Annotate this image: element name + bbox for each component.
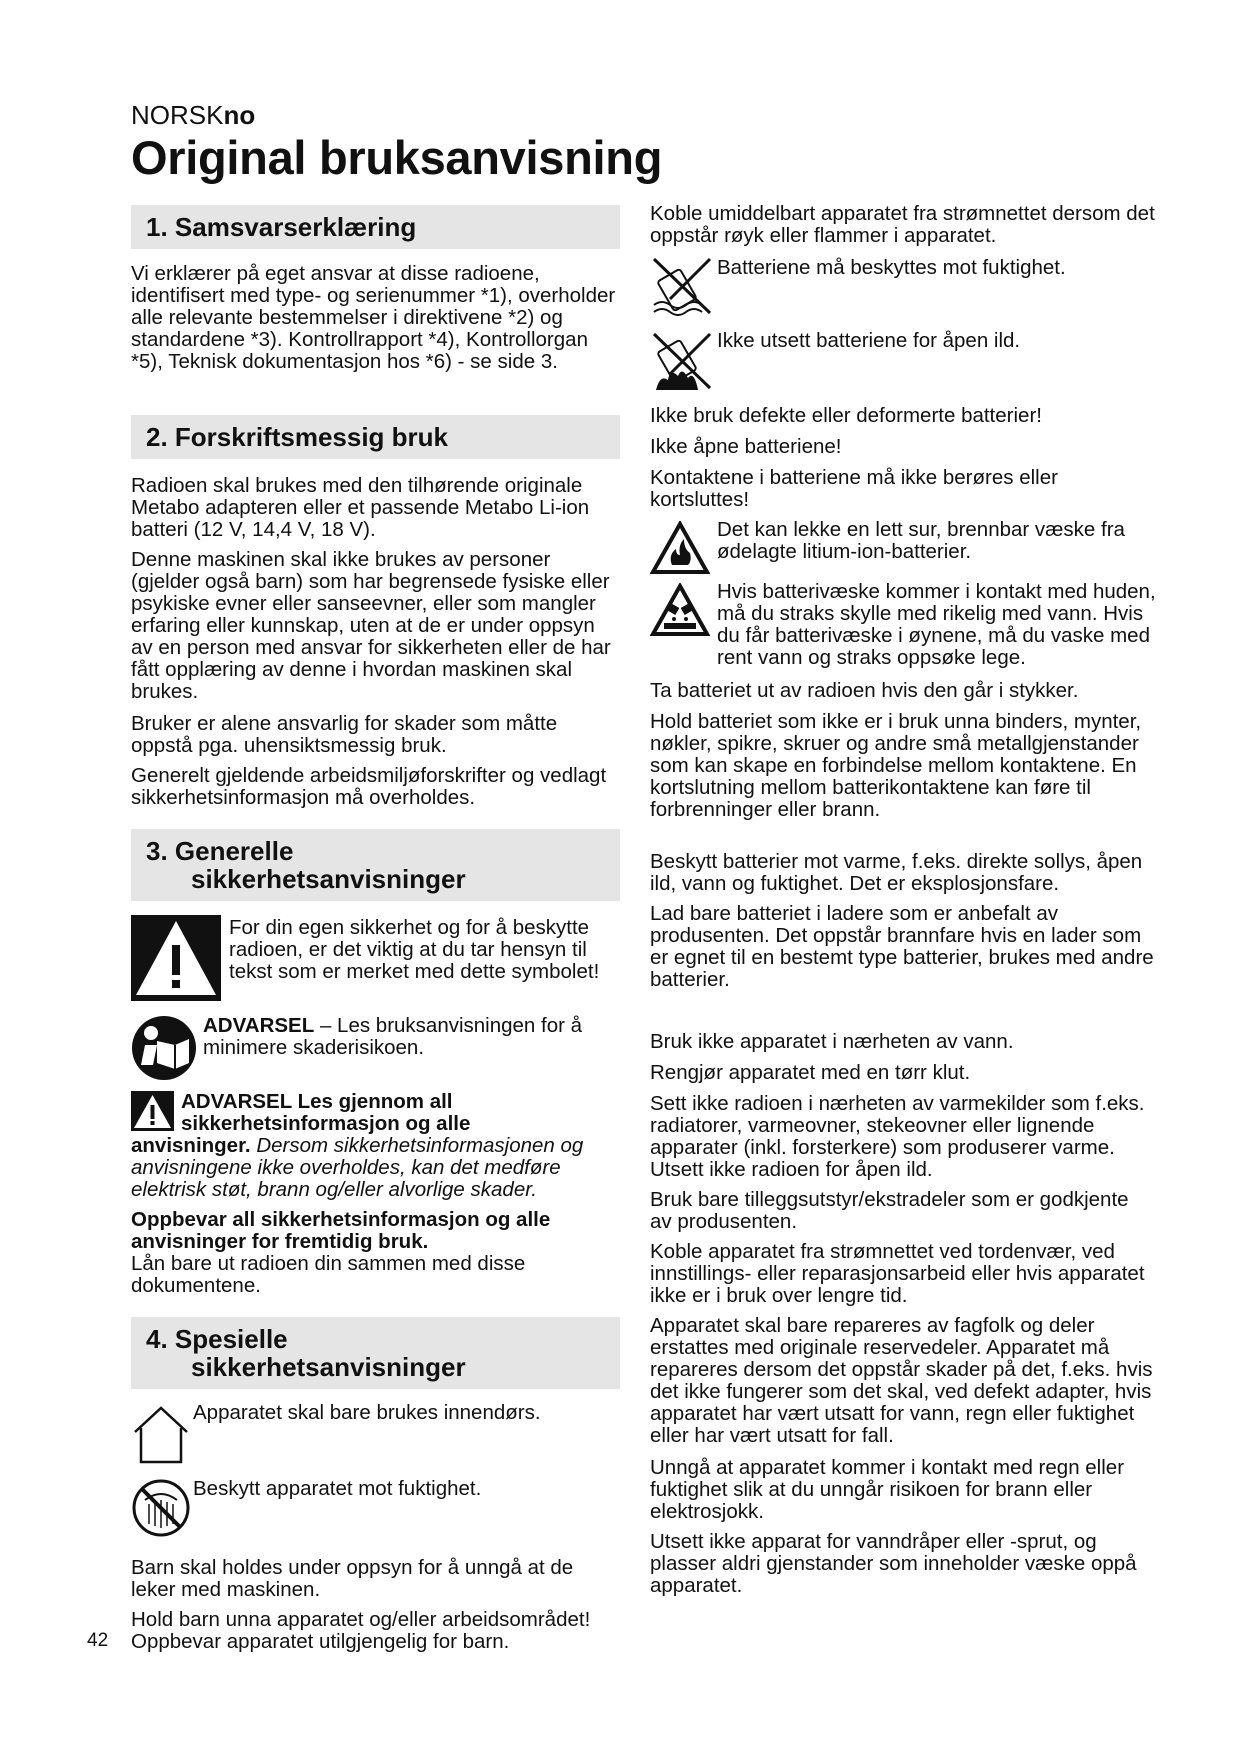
section-3-heading xyxy=(131,829,620,901)
no-moisture-icon xyxy=(131,1478,191,1538)
section-3-heading-line-1: 3. Generelle xyxy=(146,836,294,866)
battery-leak-text: Det kan lekke en lett sur, brennbar væske fra ødelagte litium-ion-batterier. xyxy=(717,518,1125,563)
section-4-heading-line-2: sikkerhetsanvisninger xyxy=(191,1352,466,1382)
read-manual-icon xyxy=(131,1015,197,1081)
battery-heat-text: Beskytt batterier mot varme, f.eks. direkte sollys, åpen ild, vann og fuktighet. Det er eksplosjonsfare. xyxy=(650,850,1143,895)
children-away-text: Hold barn unna apparatet og/eller arbeidsområdet! xyxy=(131,1608,591,1631)
section-2-para-2: Denne maskinen skal ikke brukes av personer (gjelder også barn) som har begrensede fysiske eller psykiske evner eller sanseevner, eller som mangler erfaring eller kunnskap, uten at de er under oppsyn av en person med ansvar for sikkerheten eller de har fått opplæring av denne i hvordan maskinen skal brukes. xyxy=(131,548,611,703)
battery-moisture-text: Batteriene må beskyttes mot fuktighet. xyxy=(717,256,1066,279)
section-4-heading-line-1: 4. Spesielle xyxy=(146,1324,288,1354)
battery-charger-text: Lad bare batteriet i ladere som er anbefalt av produsenten. Det oppstår brannfare hvis en lader som er egnet til en bestemt type batterier, brukes med andre batterier. xyxy=(650,902,1154,991)
smoke-disconnect-text: Koble umiddelbart apparatet fra strømnettet dersom det oppstår røyk eller flammer i apparatet. xyxy=(650,202,1155,247)
battery-no-fire-icon xyxy=(650,330,714,392)
page-title: Original bruksanvisning xyxy=(131,131,663,184)
dont-open-battery-text: Ikke åpne batteriene! xyxy=(650,435,842,458)
children-supervision-text: Barn skal holdes under oppsyn for å unngå at de leker med maskinen. xyxy=(131,1556,574,1601)
flammable-warning-icon xyxy=(650,521,710,575)
warning-read-manual: ADVARSEL – Les bruksanvisningen for å minimere skaderisikoen. xyxy=(203,1014,583,1059)
water-text: Bruk ikke apparatet i nærheten av vann. xyxy=(650,1030,1014,1053)
section-2-para-4: Generelt gjeldende arbeidsmiljøforskrifter og vedlagt sikkerhetsinformasjon må overholdes. xyxy=(131,764,607,809)
battery-fire-text: Ikke utsett batteriene for åpen ild. xyxy=(717,329,1021,352)
small-warning-icon xyxy=(131,1091,174,1131)
warning-read-all-text: anvisninger. Dersom sikkerhetsinformasjonen og anvisningene ikke overholdes, kan det medføre elektrisk støt, brann og/eller alvorlige skader. xyxy=(131,1134,584,1201)
indoor-use-icon xyxy=(131,1404,191,1466)
page-number: 42 xyxy=(87,1630,109,1651)
section-2-para-1: Radioen skal brukes med den tilhørende originale Metabo adapteren eller et passende Metabo Li-ion batteri (12 V, 14,4 V, 18 V). xyxy=(131,474,590,541)
section-2-heading: 2. Forskriftsmessig bruk xyxy=(131,415,620,459)
section-4-heading xyxy=(131,1317,620,1389)
liquid-text: Utsett ikke apparat for vanndråper eller -sprut, og plasser aldri gjenstander som inneholder væske oppå apparatet. xyxy=(650,1530,1137,1597)
section-1-text: Vi erklærer på eget ansvar at disse radioene, identifisert med type- og serienummer *1), overholder alle relevante bestemmelser i direktivene *2) og standardene *3). Kontrollrapport *4), Kontrollorgan *5), Teknisk dokumentasjon hos *6) - se side 3. xyxy=(131,262,616,373)
battery-skin-contact-text-start: Hvis batterivæske kommer i kontakt med huden, må du straks skylle med rikelig med vann. Hvis du får batterivæske i øynene, må du vaske med rent vann og straks oppsøke lege. xyxy=(717,580,1156,669)
repair-text: Apparatet skal bare repareres av fagfolk og deler erstattes med originale reservedeler. Apparatet må repareres dersom det oppstår skader på det, f.eks. hvis det ikke fungerer som det skal, ved defekt adapter, hvis apparatet har vært utsatt for vann, regn eller fuktighet eller har vært utsatt for fall. xyxy=(650,1314,1153,1447)
clean-text: Rengjør apparatet med en tørr klut. xyxy=(650,1061,971,1084)
language-label: NORSKno xyxy=(131,100,256,130)
rain-text: Unngå at apparatet kommer i kontakt med regn eller fuktighet slik at du unngår risikoen for brann eller elektrosjokk. xyxy=(650,1456,1125,1523)
warning-read-all-line-2: sikkerhetsinformasjon og alle xyxy=(181,1112,471,1135)
thunderstorm-text: Koble apparatet fra strømnettet ved tordenvær, ved innstillings- eller reparasjonsarbeid eller hvis apparatet ikke er i bruk over lengre tid. xyxy=(650,1240,1145,1307)
keep-instructions-bold: Oppbevar all sikkerhetsinformasjon og alle anvisninger for fremtidig bruk. xyxy=(131,1208,551,1253)
warning-read-all-line-1: ADVARSEL Les gjennom all xyxy=(181,1090,453,1113)
corrosive-warning-icon xyxy=(650,583,710,637)
keep-instructions-text: Lån bare ut radioen din sammen med disse dokumentene. xyxy=(131,1252,526,1297)
section-3-heading-line-2: sikkerhetsanvisninger xyxy=(191,864,466,894)
warning-triangle-icon xyxy=(131,915,221,1001)
accessories-text: Bruk bare tilleggsutstyr/ekstradeler som er godkjente av produsenten. xyxy=(650,1188,1129,1233)
no-moisture-text: Beskytt apparatet mot fuktighet. xyxy=(193,1477,482,1500)
keep-away-children-text: Oppbevar apparatet utilgjengelig for barn. xyxy=(131,1630,510,1653)
heat-source-text: Sett ikke radioen i nærheten av varmekilder som f.eks. radiatorer, varmeovner, stekeovner eller lignende apparater (inkl. forsterkere) som produserer varme. Utsett ikke radioen for åpen ild. xyxy=(650,1092,1145,1181)
indoor-use-text: Apparatet skal bare brukes innendørs. xyxy=(193,1401,541,1424)
contacts-text: Kontaktene i batteriene må ikke berøres eller kortsluttes! xyxy=(650,466,1058,511)
remove-battery-text: Ta batteriet ut av radioen hvis den går i stykker. xyxy=(650,679,1079,702)
section-2-para-3: Bruker er alene ansvarlig for skader som måtte oppstå pga. uhensiktsmessig bruk. xyxy=(131,712,558,757)
battery-no-moisture-icon xyxy=(650,255,714,317)
defective-battery-text: Ikke bruk defekte eller deformerte batterier! xyxy=(650,404,1042,427)
battery-metal-text: Hold batteriet som ikke er i bruk unna binders, mynter, nøkler, spikre, skruer og andre små metallgjenstander som kan skape en forbindelse mellom kontaktene. En kortslutning mellom batterikontaktene kan føre til forbrenninger eller brann. xyxy=(650,710,1142,821)
safety-symbol-text: For din egen sikkerhet og for å beskytte radioen, er det viktig at du tar hensyn til tekst som er merket med dette symbolet! xyxy=(229,916,600,983)
section-1-heading: 1. Samsvarserklæring xyxy=(131,205,620,249)
